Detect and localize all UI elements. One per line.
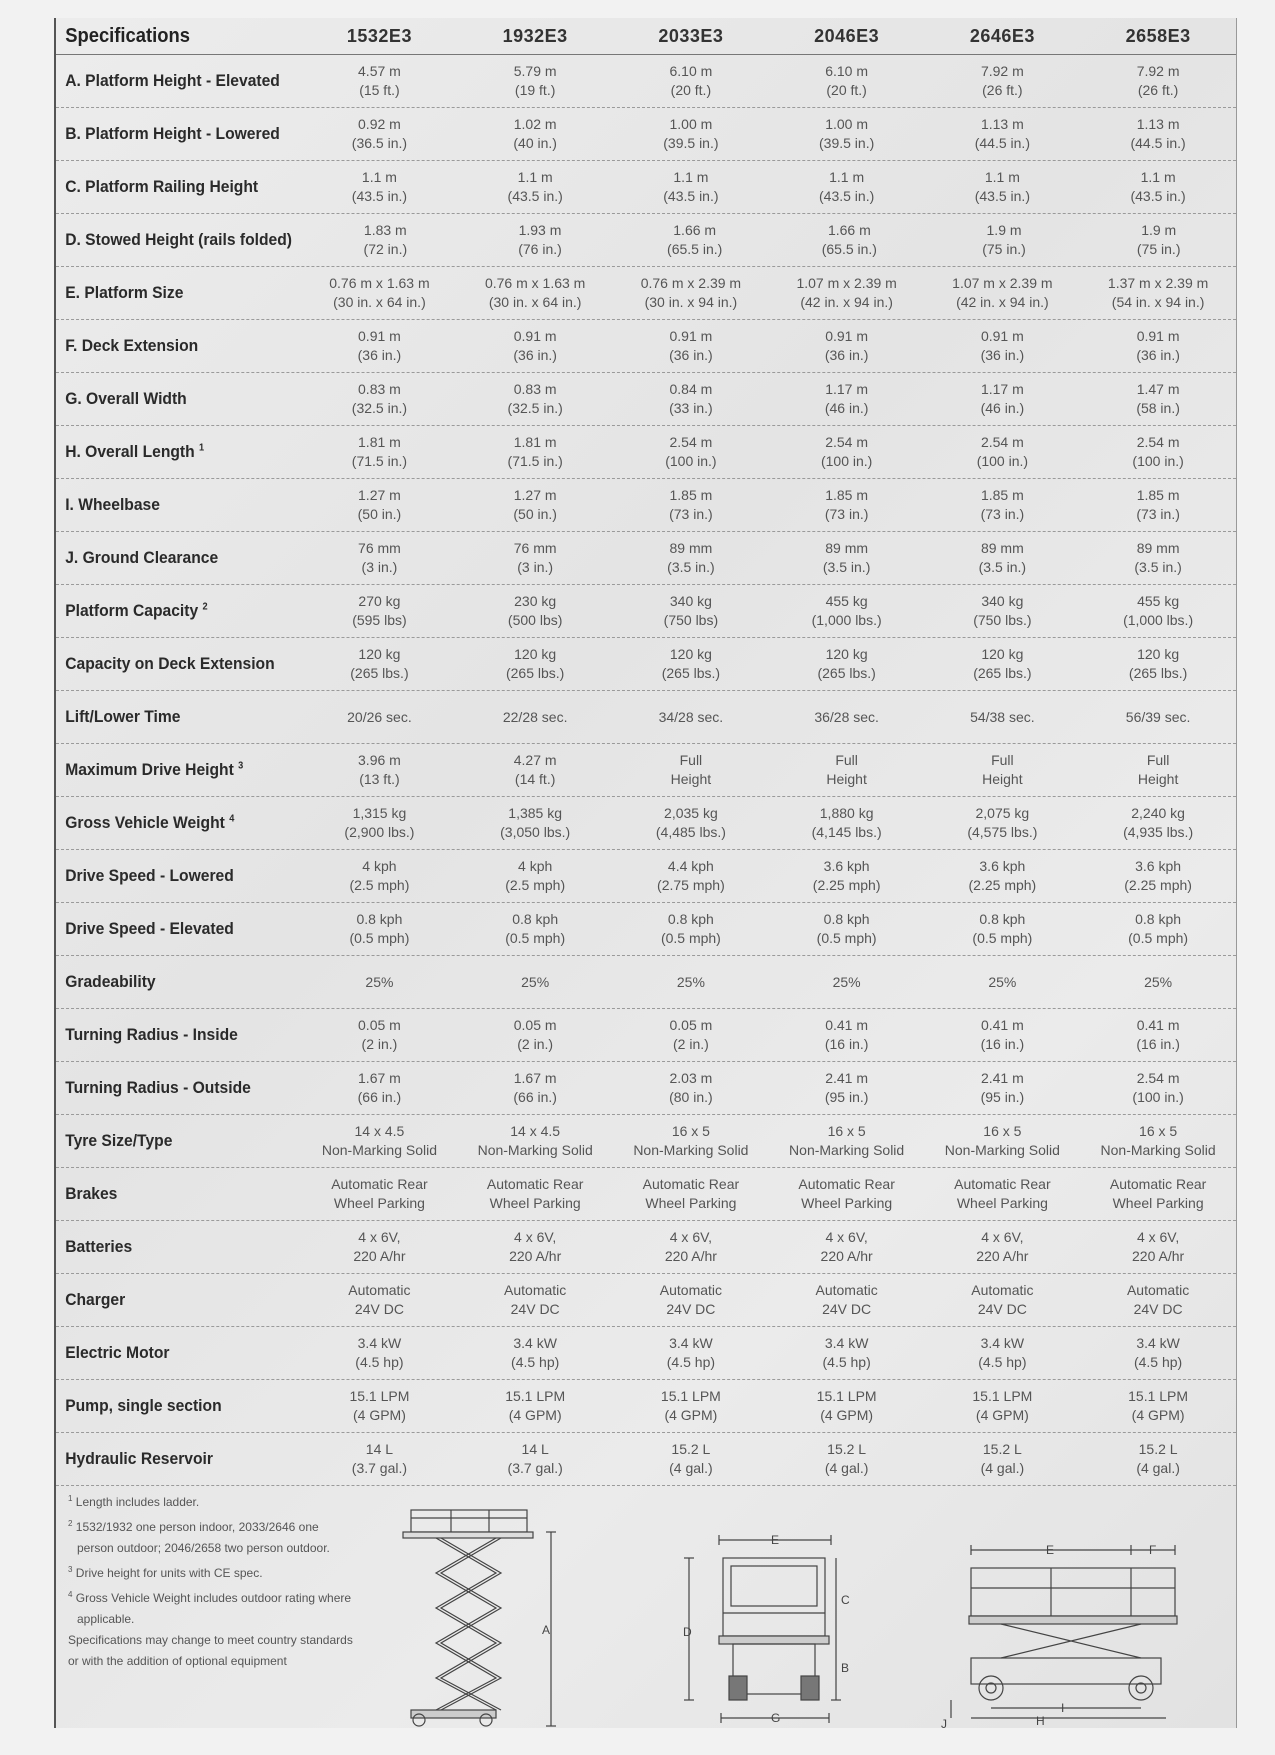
table-row bbox=[56, 320, 1236, 373]
table-cell: 1.37 m x 2.39 m (54 in. x 94 in.) bbox=[1107, 275, 1209, 310]
table-row bbox=[56, 1433, 1236, 1486]
table-row bbox=[56, 161, 1236, 214]
table-cell: 2.41 m (95 in.) bbox=[980, 1070, 1025, 1105]
row-label-text: B. Platform Height - Lowered bbox=[65, 124, 280, 143]
front-view-diagram bbox=[681, 1518, 871, 1728]
table-cell: 0.41 m (16 in.) bbox=[980, 1017, 1025, 1052]
table-cell: 3.96 m (13 ft.) bbox=[358, 752, 401, 787]
table-body bbox=[56, 55, 1236, 1486]
table-cell: 3.4 kW (4.5 hp) bbox=[511, 1335, 560, 1370]
table-cell: 1.85 m (73 in.) bbox=[980, 487, 1025, 522]
table-cell: 15.1 LPM (4 GPM) bbox=[505, 1388, 566, 1423]
footnote: $^1$ Length includes ladder. bbox=[68, 1494, 200, 1509]
footnote: $^4$ Gross Vehicle Weight includes outdoor rating where bbox=[68, 1590, 352, 1605]
row-label-text: Capacity on Deck Extension bbox=[65, 654, 275, 673]
table-cell: 16 x 5 Non-Marking Solid bbox=[944, 1123, 1060, 1158]
table-cell: Automatic Rear Wheel Parking bbox=[1109, 1176, 1207, 1211]
table-cell: 1.00 m (39.5 in.) bbox=[819, 116, 875, 151]
row-label-text: Tyre Size/Type bbox=[65, 1131, 173, 1150]
table-cell: 15.2 L (4 gal.) bbox=[980, 1441, 1025, 1476]
row-label bbox=[56, 1343, 282, 1363]
table-cell: 2.54 m (100 in.) bbox=[1132, 434, 1184, 469]
table-row bbox=[56, 1327, 1236, 1380]
table-cell: 2,035 kg (4,485 lbs.) bbox=[655, 805, 726, 840]
table-cell: 25% bbox=[365, 973, 394, 990]
table-cell: 0.92 m (36.5 in.) bbox=[351, 116, 408, 151]
table-cell: 1.17 m (46 in.) bbox=[980, 381, 1025, 416]
table-cell: 455 kg (1,000 lbs.) bbox=[1123, 593, 1194, 628]
table-row bbox=[56, 850, 1236, 903]
table-cell: 0.91 m (36 in.) bbox=[1136, 328, 1180, 363]
spec-sheet bbox=[54, 18, 1237, 1728]
row-label-text: A. Platform Height - Elevated bbox=[65, 71, 280, 90]
table-row bbox=[56, 1009, 1236, 1062]
table-row bbox=[56, 1380, 1236, 1433]
table-cell: 1.02 m (40 in.) bbox=[513, 116, 557, 151]
table-cell: 4 x 6V, 220 A/hr bbox=[820, 1229, 873, 1264]
row-label-text: Hydraulic Reservoir bbox=[65, 1449, 213, 1468]
table-cell: 0.83 m (32.5 in.) bbox=[507, 381, 563, 416]
row-label bbox=[56, 283, 282, 303]
dim-label-b: B bbox=[841, 1661, 850, 1675]
table-cell: 4 x 6V, 220 A/hr bbox=[664, 1229, 717, 1264]
table-cell: 0.91 m (36 in.) bbox=[980, 328, 1025, 363]
footnote: person outdoor; 2046/2658 two person outdoor. bbox=[77, 1541, 330, 1555]
table-cell: 2,240 kg (4,935 lbs.) bbox=[1123, 805, 1194, 840]
table-cell: 89 mm (3.5 in.) bbox=[822, 540, 871, 575]
table-cell: 25% bbox=[832, 973, 861, 990]
row-label-text: E. Platform Size bbox=[65, 283, 184, 302]
table-cell: 6.10 m (20 ft.) bbox=[825, 63, 869, 98]
table-cell: 120 kg (265 lbs.) bbox=[817, 646, 876, 681]
table-cell: Automatic 24V DC bbox=[1126, 1282, 1190, 1317]
table-cell: 340 kg (750 lbs.) bbox=[973, 593, 1032, 628]
table-cell: 3.4 kW (4.5 hp) bbox=[1133, 1335, 1183, 1370]
table-row bbox=[56, 1168, 1236, 1221]
table-cell: 1.47 m (58 in.) bbox=[1136, 381, 1180, 416]
row-label bbox=[56, 601, 282, 621]
table-cell: 3.4 kW (4.5 hp) bbox=[355, 1335, 404, 1370]
table-cell: 1.1 m (43.5 in.) bbox=[1130, 169, 1186, 204]
table-cell: 4.27 m (14 ft.) bbox=[513, 752, 557, 787]
row-label-text: F. Deck Extension bbox=[65, 336, 199, 355]
table-cell: 1.67 m (66 in.) bbox=[357, 1070, 402, 1105]
table-cell: 0.8 kph (0.5 mph) bbox=[660, 911, 721, 946]
table-cell: 3.4 kW (4.5 hp) bbox=[978, 1335, 1027, 1370]
table-cell: 25% bbox=[1144, 973, 1173, 990]
table-cell: 15.1 LPM (4 GPM) bbox=[660, 1388, 721, 1423]
table-cell: 15.2 L (4 gal.) bbox=[824, 1441, 869, 1476]
table-cell: 14 x 4.5 Non-Marking Solid bbox=[321, 1123, 438, 1158]
table-cell: Automatic Rear Wheel Parking bbox=[486, 1176, 584, 1211]
row-label-text: J. Ground Clearance bbox=[65, 548, 219, 567]
table-cell: 1.85 m (73 in.) bbox=[1136, 487, 1180, 522]
row-label bbox=[56, 760, 282, 780]
table-cell: Full Height bbox=[982, 752, 1023, 787]
row-label bbox=[56, 654, 282, 674]
table-row bbox=[56, 267, 1236, 320]
table-cell: Full Height bbox=[670, 752, 712, 787]
table-cell: 4.4 kph (2.75 mph) bbox=[657, 858, 725, 893]
table-cell: 2,075 kg (4,575 lbs.) bbox=[967, 805, 1038, 840]
table-cell: 20/26 sec. bbox=[347, 708, 412, 725]
table-cell: 4 x 6V, 220 A/hr bbox=[353, 1229, 406, 1264]
table-cell: Automatic 24V DC bbox=[504, 1282, 567, 1317]
row-label bbox=[56, 866, 282, 886]
table-row bbox=[56, 1274, 1236, 1327]
dim-label-a: A bbox=[542, 1623, 551, 1637]
table-cell: 0.84 m (33 in.) bbox=[669, 381, 713, 416]
table-cell: 270 kg (595 lbs) bbox=[352, 593, 407, 628]
table-cell: 4 x 6V, 220 A/hr bbox=[976, 1229, 1029, 1264]
table-cell: 1.67 m (66 in.) bbox=[513, 1070, 557, 1105]
table-cell: 1,880 kg (4,145 lbs.) bbox=[811, 805, 882, 840]
table-cell: 120 kg (265 lbs.) bbox=[973, 646, 1032, 681]
table-row bbox=[56, 1062, 1236, 1115]
table-cell: 15.2 L (4 gal.) bbox=[669, 1441, 713, 1476]
table-cell: 16 x 5 Non-Marking Solid bbox=[633, 1123, 749, 1158]
table-cell: 14 x 4.5 Non-Marking Solid bbox=[477, 1123, 593, 1158]
table-cell: 3.4 kW (4.5 hp) bbox=[666, 1335, 716, 1370]
row-label bbox=[56, 972, 282, 992]
dim-label-e: E bbox=[771, 1533, 780, 1547]
table-cell: 2.03 m (80 in.) bbox=[669, 1070, 713, 1105]
footnotes bbox=[68, 1488, 378, 1672]
table-cell: Automatic Rear Wheel Parking bbox=[954, 1176, 1051, 1211]
dim-label-f: F bbox=[1149, 1543, 1157, 1557]
table-cell: 22/28 sec. bbox=[502, 708, 568, 725]
table-cell: Automatic 24V DC bbox=[348, 1282, 411, 1317]
table-cell: 1.07 m x 2.39 m (42 in. x 94 in.) bbox=[952, 275, 1053, 310]
table-row bbox=[56, 108, 1236, 161]
table-cell: 1.9 m (75 in.) bbox=[1136, 222, 1181, 257]
table-cell: 4 x 6V, 220 A/hr bbox=[1132, 1229, 1185, 1264]
table-cell: 0.8 kph (0.5 mph) bbox=[816, 911, 877, 946]
row-label bbox=[56, 1184, 282, 1204]
row-label-text: Turning Radius - Outside bbox=[65, 1078, 251, 1097]
table-row bbox=[56, 55, 1236, 108]
row-label bbox=[56, 495, 282, 515]
table-cell: 0.76 m x 2.39 m (30 in. x 94 in.) bbox=[640, 275, 742, 310]
dim-label-e-side: E bbox=[1046, 1543, 1055, 1557]
side-view-diagram bbox=[941, 1528, 1181, 1728]
table-cell: 1.81 m (71.5 in.) bbox=[351, 434, 408, 469]
table-cell: 230 kg (500 lbs) bbox=[507, 593, 563, 628]
table-cell: 0.91 m (36 in.) bbox=[669, 328, 713, 363]
row-label bbox=[56, 1025, 282, 1045]
footnote: or with the addition of optional equipment bbox=[68, 1654, 287, 1668]
table-cell: 1.93 m (76 in.) bbox=[518, 222, 562, 257]
row-label bbox=[56, 389, 282, 409]
table-cell: 34/28 sec. bbox=[658, 708, 724, 725]
table-cell: 1.9 m (75 in.) bbox=[982, 222, 1026, 257]
footnote: $^2$ 1532/1932 one person indoor, 2033/2646 one bbox=[68, 1519, 319, 1534]
table-cell: 4 kph (2.5 mph) bbox=[349, 858, 410, 893]
table-cell: Automatic Rear Wheel Parking bbox=[331, 1176, 428, 1211]
row-label-text: H. Overall Length bbox=[65, 442, 195, 461]
row-label-text: Electric Motor bbox=[65, 1343, 170, 1362]
table-cell: 340 kg (750 lbs) bbox=[663, 593, 719, 628]
table-cell: 1,385 kg (3,050 lbs.) bbox=[500, 805, 571, 840]
table-cell: 120 kg (265 lbs.) bbox=[1128, 646, 1188, 681]
footnote: applicable. bbox=[77, 1612, 135, 1626]
table-cell: 2.41 m (95 in.) bbox=[824, 1070, 869, 1105]
footnote-marker: 3 bbox=[238, 760, 244, 772]
table-header-row bbox=[56, 18, 1236, 55]
table-cell: 0.76 m x 1.63 m (30 in. x 64 in.) bbox=[329, 275, 430, 310]
row-label-text: Platform Capacity bbox=[65, 601, 199, 620]
spec-table bbox=[56, 18, 1236, 1486]
table-row bbox=[56, 585, 1236, 638]
table-cell: 1.1 m (43.5 in.) bbox=[507, 169, 563, 204]
table-cell: 1.07 m x 2.39 m (42 in. x 94 in.) bbox=[796, 275, 897, 310]
table-cell: 1.81 m (71.5 in.) bbox=[507, 434, 563, 469]
table-cell: Automatic Rear Wheel Parking bbox=[642, 1176, 740, 1211]
row-label-text: Pump, single section bbox=[65, 1396, 222, 1415]
table-cell: 1.1 m (43.5 in.) bbox=[663, 169, 719, 204]
table-cell: 1.13 m (44.5 in.) bbox=[1130, 116, 1186, 151]
table-cell: 3.4 kW (4.5 hp) bbox=[822, 1335, 871, 1370]
table-cell: 1.27 m (50 in.) bbox=[357, 487, 402, 522]
row-label bbox=[56, 336, 282, 356]
table-cell: 1.1 m (43.5 in.) bbox=[974, 169, 1030, 204]
table-cell: 1.00 m (39.5 in.) bbox=[663, 116, 719, 151]
row-label bbox=[56, 919, 282, 939]
table-cell: 2.54 m (100 in.) bbox=[976, 434, 1029, 469]
row-label-text: Lift/Lower Time bbox=[65, 707, 181, 726]
table-row bbox=[56, 956, 1236, 1009]
table-cell: 25% bbox=[521, 973, 550, 990]
model-header: 2033E3 bbox=[658, 25, 724, 46]
table-cell: Automatic Rear Wheel Parking bbox=[798, 1176, 895, 1211]
dim-label-g: G bbox=[771, 1711, 781, 1725]
table-cell: 76 mm (3 in.) bbox=[358, 540, 401, 575]
table-cell: 1.17 m (46 in.) bbox=[824, 381, 869, 416]
table-cell: 0.8 kph (0.5 mph) bbox=[1128, 911, 1189, 946]
row-label-text: Brakes bbox=[65, 1184, 118, 1203]
table-cell: 1.1 m (43.5 in.) bbox=[819, 169, 875, 204]
model-header: 2646E3 bbox=[969, 25, 1035, 46]
row-label bbox=[56, 124, 282, 144]
footnote: $^3$ Drive height for units with CE spec. bbox=[68, 1565, 263, 1580]
table-row bbox=[56, 373, 1236, 426]
table-cell: 0.05 m (2 in.) bbox=[358, 1017, 401, 1052]
row-label bbox=[56, 1290, 282, 1310]
table-cell: 120 kg (265 lbs.) bbox=[350, 646, 409, 681]
table-cell: 14 L (3.7 gal.) bbox=[507, 1441, 563, 1476]
model-header: 2046E3 bbox=[814, 25, 880, 46]
table-cell: 89 mm (3.5 in.) bbox=[978, 540, 1027, 575]
table-cell: 0.8 kph (0.5 mph) bbox=[972, 911, 1033, 946]
table-cell: 2.54 m (100 in.) bbox=[820, 434, 873, 469]
footnote-marker: 2 bbox=[202, 601, 208, 613]
table-cell: Automatic 24V DC bbox=[815, 1282, 878, 1317]
table-cell: 0.91 m (36 in.) bbox=[824, 328, 869, 363]
dim-label-h: H bbox=[1036, 1714, 1045, 1728]
table-row bbox=[56, 638, 1236, 691]
dim-label-i: I bbox=[1061, 1701, 1065, 1715]
footnote: Specifications may change to meet country standards bbox=[68, 1633, 353, 1647]
table-row bbox=[56, 1115, 1236, 1168]
table-cell: 4.57 m (15 ft.) bbox=[358, 63, 401, 98]
table-cell: 1.85 m (73 in.) bbox=[824, 487, 869, 522]
table-cell: Full Height bbox=[826, 752, 867, 787]
table-row bbox=[56, 532, 1236, 585]
table-row bbox=[56, 479, 1236, 532]
row-label-text: Drive Speed - Elevated bbox=[65, 919, 234, 938]
table-cell: 15.2 L (4 gal.) bbox=[1136, 1441, 1180, 1476]
table-cell: Full Height bbox=[1137, 752, 1179, 787]
table-cell: 4 kph (2.5 mph) bbox=[505, 858, 566, 893]
row-label-text: Gradeability bbox=[65, 972, 156, 991]
row-label-text: G. Overall Width bbox=[65, 389, 187, 408]
table-cell: 6.10 m (20 ft.) bbox=[669, 63, 713, 98]
table-cell: Automatic 24V DC bbox=[971, 1282, 1034, 1317]
table-cell: 1.85 m (73 in.) bbox=[669, 487, 713, 522]
row-label bbox=[56, 1237, 282, 1257]
row-label-text: C. Platform Railing Height bbox=[65, 177, 259, 196]
row-label bbox=[56, 177, 282, 197]
table-cell: 0.91 m (36 in.) bbox=[357, 328, 402, 363]
table-cell: 25% bbox=[676, 973, 705, 990]
row-label bbox=[56, 1078, 282, 1098]
row-label-text: Batteries bbox=[65, 1237, 133, 1256]
table-cell: 0.05 m (2 in.) bbox=[669, 1017, 713, 1052]
table-cell: 4 x 6V, 220 A/hr bbox=[509, 1229, 562, 1264]
row-label bbox=[56, 71, 282, 91]
table-cell: 0.76 m x 1.63 m (30 in. x 64 in.) bbox=[484, 275, 586, 310]
row-label-text: Charger bbox=[65, 1290, 126, 1309]
table-cell: 1.66 m (65.5 in.) bbox=[667, 222, 723, 257]
table-row bbox=[56, 426, 1236, 479]
dim-label-c: C bbox=[841, 1593, 850, 1607]
table-cell: 0.8 kph (0.5 mph) bbox=[349, 911, 410, 946]
table-cell: 0.05 m (2 in.) bbox=[513, 1017, 557, 1052]
table-cell: 1.1 m (43.5 in.) bbox=[351, 169, 408, 204]
table-cell: 7.92 m (26 ft.) bbox=[980, 63, 1024, 98]
row-label-text: Turning Radius - Inside bbox=[65, 1025, 238, 1044]
table-cell: 25% bbox=[988, 973, 1017, 990]
row-label-text: D. Stowed Height (rails folded) bbox=[65, 230, 292, 249]
row-label bbox=[56, 813, 282, 833]
table-cell: 7.92 m (26 ft.) bbox=[1136, 63, 1180, 98]
table-cell: 15.1 LPM (4 GPM) bbox=[816, 1388, 877, 1423]
table-cell: 16 x 5 Non-Marking Solid bbox=[789, 1123, 905, 1158]
table-title: Specifications bbox=[65, 24, 190, 47]
row-label bbox=[56, 442, 282, 462]
table-cell: 1.83 m (72 in.) bbox=[363, 222, 408, 257]
row-label bbox=[56, 707, 282, 727]
table-cell: 0.8 kph (0.5 mph) bbox=[505, 911, 566, 946]
table-cell: 16 x 5 Non-Marking Solid bbox=[1100, 1123, 1216, 1158]
dim-label-j: J bbox=[941, 1717, 947, 1728]
row-label bbox=[56, 230, 292, 250]
table-cell: 15.1 LPM (4 GPM) bbox=[1128, 1388, 1189, 1423]
row-label bbox=[56, 1131, 282, 1151]
table-cell: 3.6 kph (2.25 mph) bbox=[968, 858, 1037, 893]
table-cell: 56/39 sec. bbox=[1125, 708, 1191, 725]
row-label-text: Gross Vehicle Weight bbox=[65, 813, 225, 832]
table-row bbox=[56, 797, 1236, 850]
table-row bbox=[56, 691, 1236, 744]
table-cell: 120 kg (265 lbs.) bbox=[505, 646, 565, 681]
table-cell: Automatic 24V DC bbox=[659, 1282, 723, 1317]
table-cell: 15.1 LPM (4 GPM) bbox=[349, 1388, 410, 1423]
table-cell: 0.41 m (16 in.) bbox=[1136, 1017, 1180, 1052]
table-cell: 3.6 kph (2.25 mph) bbox=[812, 858, 881, 893]
table-cell: 1,315 kg (2,900 lbs.) bbox=[344, 805, 415, 840]
footnote-marker: 1 bbox=[199, 442, 205, 454]
model-header: 1532E3 bbox=[346, 25, 412, 46]
row-label bbox=[56, 1396, 282, 1416]
table-cell: 455 kg (1,000 lbs.) bbox=[811, 593, 882, 628]
table-cell: 2.54 m (100 in.) bbox=[1132, 1070, 1184, 1105]
table-cell: 36/28 sec. bbox=[814, 708, 879, 725]
table-cell: 76 mm (3 in.) bbox=[513, 540, 557, 575]
table-cell: 1.66 m (65.5 in.) bbox=[821, 222, 877, 257]
table-cell: 2.54 m (100 in.) bbox=[665, 434, 717, 469]
elevated-lift-diagram bbox=[401, 1488, 571, 1728]
row-label-text: I. Wheelbase bbox=[65, 495, 160, 514]
table-cell: 3.6 kph (2.25 mph) bbox=[1124, 858, 1192, 893]
table-cell: 0.83 m (32.5 in.) bbox=[351, 381, 408, 416]
table-cell: 1.13 m (44.5 in.) bbox=[974, 116, 1030, 151]
table-cell: 120 kg (265 lbs.) bbox=[661, 646, 721, 681]
row-label bbox=[56, 1449, 282, 1469]
model-header: 1932E3 bbox=[502, 25, 568, 46]
table-cell: 89 mm (3.5 in.) bbox=[667, 540, 715, 575]
table-cell: 1.27 m (50 in.) bbox=[513, 487, 557, 522]
row-label-text: Drive Speed - Lowered bbox=[65, 866, 234, 885]
row-label-text: Maximum Drive Height bbox=[65, 760, 234, 779]
table-row bbox=[56, 214, 1236, 267]
footnote-marker: 4 bbox=[229, 813, 235, 825]
table-row bbox=[56, 1221, 1236, 1274]
row-label bbox=[56, 548, 282, 568]
model-header: 2658E3 bbox=[1125, 25, 1191, 46]
table-cell: 14 L (3.7 gal.) bbox=[351, 1441, 408, 1476]
table-cell: 54/38 sec. bbox=[970, 708, 1035, 725]
table-cell: 15.1 LPM (4 GPM) bbox=[972, 1388, 1033, 1423]
table-cell: 0.41 m (16 in.) bbox=[824, 1017, 869, 1052]
table-cell: 0.91 m (36 in.) bbox=[513, 328, 557, 363]
table-row bbox=[56, 744, 1236, 797]
table-cell: 5.79 m (19 ft.) bbox=[513, 63, 557, 98]
table-cell: 89 mm (3.5 in.) bbox=[1134, 540, 1182, 575]
dim-label-d: D bbox=[683, 1625, 692, 1639]
table-row bbox=[56, 903, 1236, 956]
